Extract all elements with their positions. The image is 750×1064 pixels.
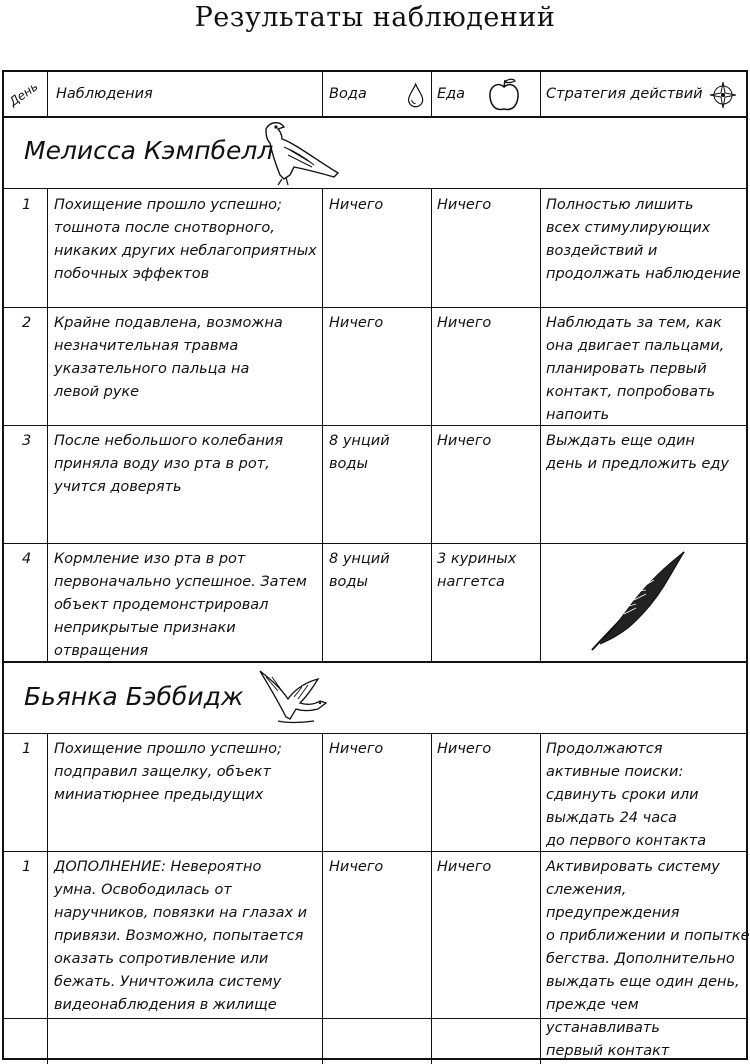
water-cell: 8 унций воды: [329, 551, 390, 590]
strategy-cell: Продолжаются активные поиски: сдвинуть сроки или выждать 24 часа до первого контакта: [546, 741, 707, 849]
compass-icon: [709, 81, 737, 109]
water-cell: Ничего: [329, 741, 384, 757]
obs-cell: ДОПОЛНЕНИЕ: Невероятно умна. Освободилась от наручников, повязки на глазах и привязи. Возможно, попытается оказать сопротивление или бежать. Уничтожила систему видеонаблюдения в жилище: [54, 859, 308, 1013]
obs-cell: Похищение прошло успешно; подправил защелку, объект миниатюрнее предыдущих: [54, 741, 282, 803]
obs-cell: После небольшого колебания приняла воду изо рта в рот, учится доверять: [54, 433, 284, 495]
observation-table: [2, 70, 748, 1060]
water-cell: 8 унций воды: [329, 433, 390, 472]
page-title: Результаты наблюдений: [194, 2, 556, 33]
header-water: Вода: [329, 72, 424, 117]
day-cell: 1: [22, 741, 32, 757]
obs-cell: Кормление изо рта в рот первоначально успешное. Затем объект продемонстрировал неприкрытые признаки отвращения: [54, 551, 307, 659]
day-cell: 2: [22, 315, 32, 331]
water-cell: Ничего: [329, 197, 384, 213]
day-cell: 4: [22, 551, 32, 567]
day-cell: 3: [22, 433, 32, 449]
header-observations: Наблюдения: [56, 86, 153, 102]
eagle-icon: [256, 665, 336, 731]
strategy-cell: Наблюдать за тем, как она двигает пальцами, планировать первый контакт, попробовать напоить: [546, 315, 725, 423]
strategy-cell: Активировать систему слежения, предупреждения о приближении и попытке бегства. Дополнительно выждать еще один день, прежде чем устанавливать первый контакт: [546, 859, 750, 1059]
strategy-cell: Выждать еще один день и предложить еду: [546, 433, 729, 472]
drop-icon: [407, 79, 424, 111]
obs-cell: Крайне подавлена, возможна незначительная травма указательного пальца на левой руке: [54, 315, 283, 400]
day-cell: 1: [22, 197, 32, 213]
food-cell: Ничего: [437, 433, 492, 449]
section-name: Бьянка Бэббидж: [24, 682, 244, 711]
header-strategy: Стратегия действий: [546, 72, 746, 117]
day-cell: 1: [22, 859, 32, 875]
food-cell: Ничего: [437, 859, 492, 875]
header-day: День: [6, 79, 41, 109]
header-food: Еда: [437, 72, 537, 117]
falcon-icon: [254, 117, 344, 187]
obs-cell: Похищение прошло успешно; тошнота после снотворного, никаких других неблагоприятных побочных эффектов: [54, 197, 317, 282]
food-cell: Ничего: [437, 197, 492, 213]
food-cell: Ничего: [437, 315, 492, 331]
food-cell: 3 куриных наггетса: [437, 551, 517, 590]
apple-icon: [487, 77, 521, 113]
water-cell: Ничего: [329, 315, 384, 331]
section-name: Мелисса Кэмпбелл: [24, 136, 274, 165]
water-cell: Ничего: [329, 859, 384, 875]
food-cell: Ничего: [437, 741, 492, 757]
feather-icon: [584, 546, 694, 656]
strategy-cell: Полностью лишить всех стимулирующих воздействий и продолжать наблюдение: [546, 197, 741, 282]
